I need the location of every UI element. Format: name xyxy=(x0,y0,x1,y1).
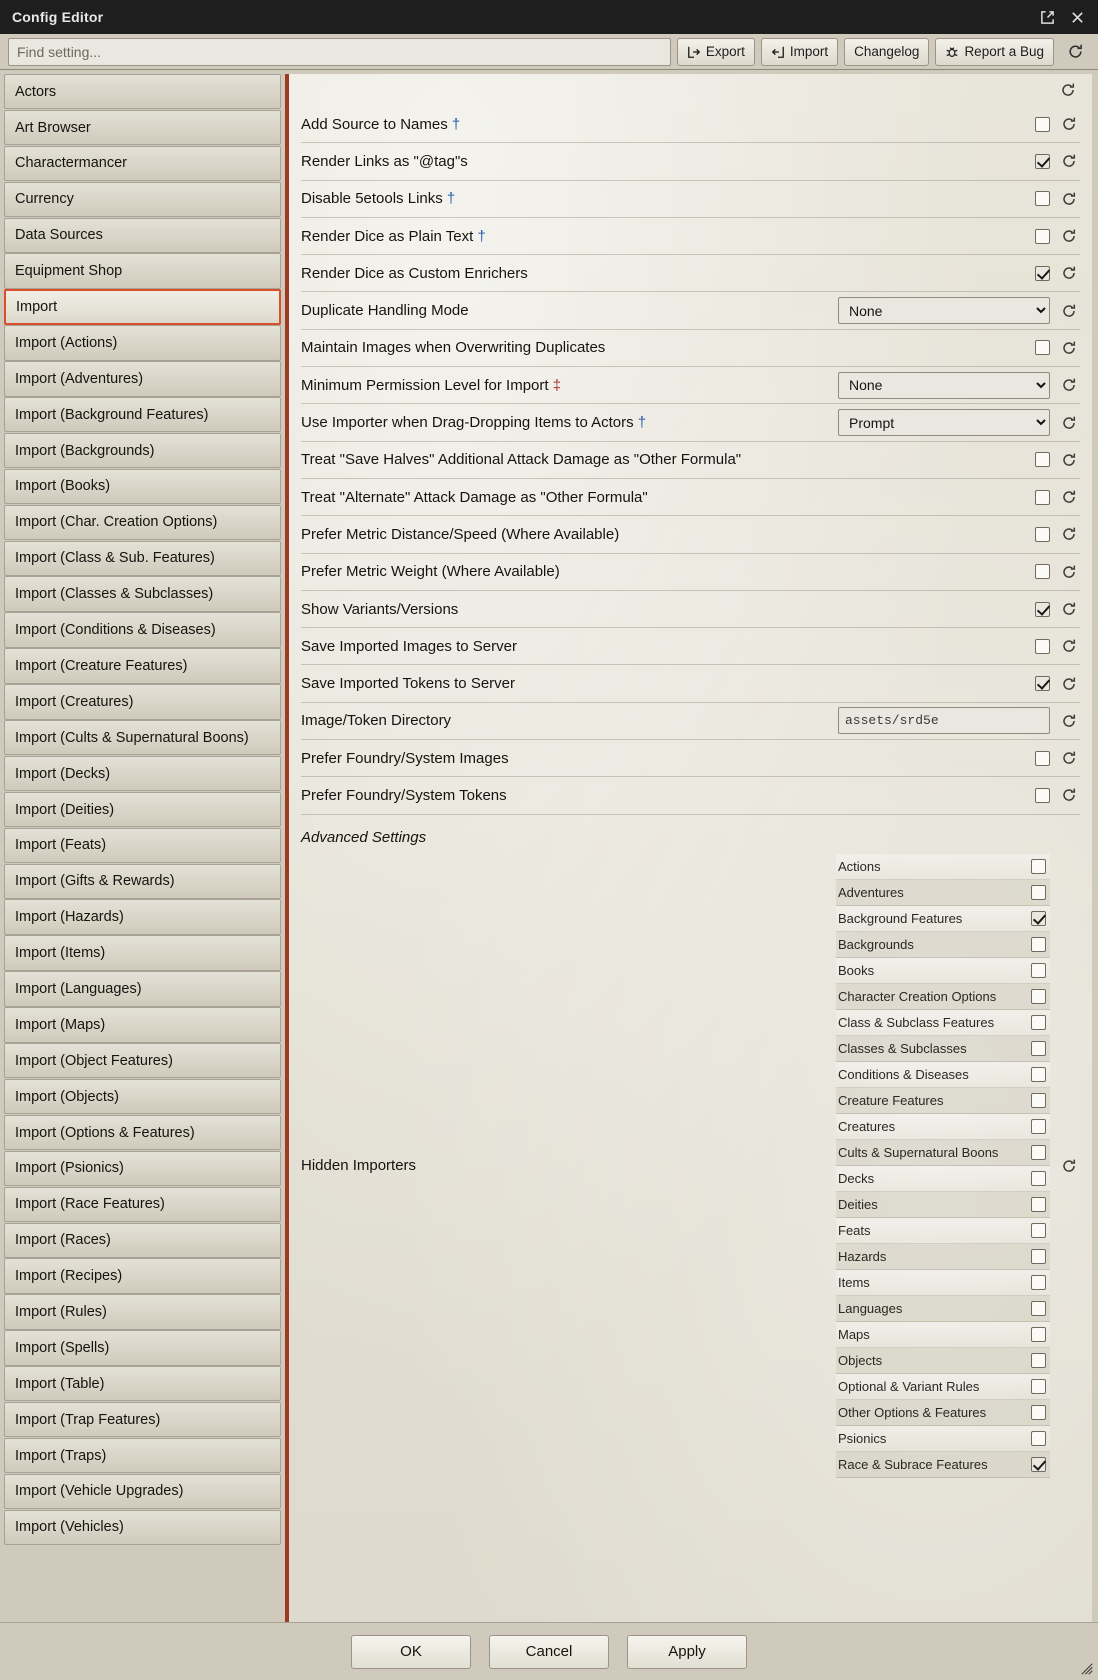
sidebar-item-label: Import (Char. Creation Options) xyxy=(15,514,218,531)
close-icon[interactable] xyxy=(1062,4,1092,30)
setting-label xyxy=(301,228,828,245)
hidden-importer-row[interactable] xyxy=(836,932,1050,958)
hidden-importer-label: Classes & Subclasses xyxy=(838,1040,967,1056)
popout-icon[interactable] xyxy=(1032,4,1062,30)
sidebar-item-import-race-features[interactable] xyxy=(4,1187,281,1222)
sidebar-item-import-actions[interactable] xyxy=(4,325,281,360)
hidden-importer-checkbox[interactable] xyxy=(1031,1353,1046,1368)
sidebar-item-charactermancer[interactable] xyxy=(4,146,281,181)
sidebar-item-label: Import (Deities) xyxy=(15,801,115,818)
hidden-importer-row[interactable] xyxy=(836,984,1050,1010)
sidebar-item-label: Import (Gifts & Rewards) xyxy=(15,873,175,890)
setting-label-text: Render Links as "@tag"s xyxy=(301,152,468,170)
setting-row xyxy=(301,106,1080,143)
ok-button[interactable]: OK xyxy=(351,1635,471,1669)
setting-checkbox[interactable] xyxy=(1035,602,1050,617)
export-button[interactable] xyxy=(677,38,755,66)
setting-label xyxy=(301,265,828,282)
setting-label-text: Add Source to Names xyxy=(301,115,452,133)
sidebar-item-import-decks[interactable] xyxy=(4,756,281,791)
hidden-importer-checkbox[interactable] xyxy=(1031,1301,1046,1316)
toolbar xyxy=(0,34,1098,70)
settings-row-list xyxy=(301,106,1080,815)
hidden-importer-checkbox[interactable] xyxy=(1031,1015,1046,1030)
sidebar-item-label: Import (Class & Sub. Features) xyxy=(15,550,215,567)
cancel-button[interactable]: Cancel xyxy=(489,1635,609,1669)
setting-label xyxy=(301,451,828,468)
hidden-importer-label: Objects xyxy=(838,1352,883,1368)
hidden-importer-row[interactable] xyxy=(836,906,1050,932)
setting-label xyxy=(301,601,828,618)
setting-row xyxy=(301,777,1080,814)
reset-setting-icon[interactable] xyxy=(1059,599,1079,619)
advanced-settings-header: Advanced Settings xyxy=(301,828,427,846)
setting-label-text: Prefer Metric Weight (Where Available) xyxy=(301,563,560,581)
setting-label xyxy=(301,526,828,543)
setting-label xyxy=(301,750,828,767)
hidden-importer-label: Creature Features xyxy=(838,1092,944,1108)
setting-row xyxy=(301,665,1080,702)
hidden-importer-checkbox[interactable] xyxy=(1031,1093,1046,1108)
sidebar-item-import-classes-subclasses[interactable] xyxy=(4,576,281,611)
reset-setting-icon[interactable] xyxy=(1059,636,1079,656)
sidebar-item-import-spells[interactable] xyxy=(4,1330,281,1365)
sidebar-item-import-items[interactable] xyxy=(4,935,281,970)
sidebar-item-label: Import (Feats) xyxy=(15,837,107,854)
reset-setting-icon[interactable] xyxy=(1059,151,1079,171)
import-icon xyxy=(771,45,785,59)
hidden-importers-list[interactable] xyxy=(836,854,1050,1478)
setting-checkbox[interactable] xyxy=(1035,340,1050,355)
sidebar-item-label: Import (Creatures) xyxy=(15,693,134,710)
sidebar-item-label: Import (Maps) xyxy=(15,1016,106,1033)
sidebar-item-label: Import xyxy=(16,299,58,316)
setting-label-text: Duplicate Handling Mode xyxy=(301,302,469,320)
hidden-importer-label: Creatures xyxy=(838,1118,896,1134)
reset-setting-icon[interactable] xyxy=(1059,226,1079,246)
sidebar-item-import-options-features[interactable] xyxy=(4,1115,281,1150)
setting-row xyxy=(301,330,1080,367)
dialog-footer xyxy=(0,1622,1098,1680)
sidebar-item-import-creature-features[interactable] xyxy=(4,648,281,683)
sidebar-item-label: Import (Decks) xyxy=(15,765,111,782)
setting-text-input[interactable] xyxy=(838,707,1050,734)
reset-setting-icon[interactable] xyxy=(1059,785,1079,805)
sidebar-item-label: Import (Spells) xyxy=(15,1339,110,1356)
setting-checkbox[interactable] xyxy=(1035,639,1050,654)
sidebar-item-import-maps[interactable] xyxy=(4,1007,281,1042)
hidden-importer-row[interactable] xyxy=(836,1426,1050,1452)
import-label: Import xyxy=(789,44,829,59)
setting-row xyxy=(301,218,1080,255)
sidebar-item-label: Art Browser xyxy=(15,119,91,136)
setting-label xyxy=(301,787,828,804)
setting-checkbox[interactable] xyxy=(1035,266,1050,281)
window-title: Config Editor xyxy=(12,9,104,25)
reset-setting-icon[interactable] xyxy=(1059,338,1079,358)
setting-label xyxy=(301,414,828,431)
hidden-importer-checkbox[interactable] xyxy=(1031,1041,1046,1056)
setting-label xyxy=(301,712,828,729)
sidebar-item-label: Import (Psionics) xyxy=(15,1160,124,1177)
hidden-importer-label: Character Creation Options xyxy=(838,988,997,1004)
sidebar-item-import-hazards[interactable] xyxy=(4,899,281,934)
hidden-importer-label: Actions xyxy=(838,858,881,874)
hidden-importer-row[interactable] xyxy=(836,1218,1050,1244)
sidebar-item-label: Import (Classes & Subclasses) xyxy=(15,586,214,603)
hidden-importer-label: Backgrounds xyxy=(838,936,914,952)
hidden-importer-checkbox[interactable] xyxy=(1031,1197,1046,1212)
setting-label xyxy=(301,675,828,692)
setting-row xyxy=(301,255,1080,292)
report-bug-button[interactable] xyxy=(935,38,1054,66)
search-input[interactable] xyxy=(8,38,671,66)
hidden-importer-row[interactable] xyxy=(836,880,1050,906)
hidden-importer-label: Psionics xyxy=(838,1430,887,1446)
reset-setting-icon[interactable] xyxy=(1059,375,1079,395)
setting-checkbox[interactable] xyxy=(1035,751,1050,766)
hidden-importer-label: Hazards xyxy=(838,1248,887,1264)
hidden-importer-row[interactable] xyxy=(836,1348,1050,1374)
hidden-importer-row[interactable] xyxy=(836,1374,1050,1400)
sidebar-item-label: Import (Table) xyxy=(15,1375,105,1392)
sidebar-item-import[interactable] xyxy=(4,289,281,324)
hidden-importer-row[interactable] xyxy=(836,854,1050,880)
setting-checkbox[interactable] xyxy=(1035,229,1050,244)
hidden-importer-label: Conditions & Diseases xyxy=(838,1066,969,1082)
sidebar-item-label: Currency xyxy=(15,191,74,208)
reset-setting-icon[interactable] xyxy=(1059,450,1079,470)
setting-row xyxy=(301,292,1080,329)
changelog-label: Changelog xyxy=(854,44,920,59)
hidden-importers-label: Hidden Importers xyxy=(301,1157,417,1175)
hidden-importer-row[interactable] xyxy=(836,1088,1050,1114)
hidden-importer-row[interactable] xyxy=(836,1062,1050,1088)
setting-label-text: Maintain Images when Overwriting Duplicates xyxy=(301,339,606,357)
setting-row xyxy=(301,143,1080,180)
setting-row xyxy=(301,181,1080,218)
hidden-importer-checkbox[interactable] xyxy=(1031,937,1046,952)
sidebar-item-import-recipes[interactable] xyxy=(4,1258,281,1293)
setting-row xyxy=(301,740,1080,777)
hidden-importer-label: Maps xyxy=(838,1326,870,1342)
export-label: Export xyxy=(705,44,745,59)
sidebar-item-label: Import (Cults & Supernatural Boons) xyxy=(15,729,249,746)
hidden-importer-row[interactable] xyxy=(836,1166,1050,1192)
reset-setting-icon[interactable] xyxy=(1059,114,1079,134)
setting-row xyxy=(301,591,1080,628)
hidden-importer-checkbox[interactable] xyxy=(1031,911,1046,926)
hidden-importer-label: Class & Subclass Features xyxy=(838,1014,995,1030)
sidebar-item-import-objects[interactable] xyxy=(4,1079,281,1114)
hidden-importer-row[interactable] xyxy=(836,1140,1050,1166)
hidden-importer-row[interactable] xyxy=(836,958,1050,984)
hidden-importer-row[interactable] xyxy=(836,1244,1050,1270)
hidden-importer-label: Languages xyxy=(838,1300,903,1316)
setting-marker: † xyxy=(477,227,486,245)
sidebar-item-label: Import (Vehicle Upgrades) xyxy=(15,1483,184,1500)
hidden-importer-checkbox[interactable] xyxy=(1031,1067,1046,1082)
hidden-importer-checkbox[interactable] xyxy=(1031,1119,1046,1134)
sidebar-item-label: Import (Languages) xyxy=(15,980,142,997)
hidden-importer-checkbox[interactable] xyxy=(1031,963,1046,978)
setting-label-text: Render Dice as Custom Enrichers xyxy=(301,264,528,282)
sidebar-item-label: Equipment Shop xyxy=(15,263,123,280)
setting-label-text: Image/Token Directory xyxy=(301,712,452,730)
hidden-importer-label: Cults & Supernatural Boons xyxy=(838,1144,999,1160)
reset-setting-icon[interactable] xyxy=(1059,487,1079,507)
hidden-importer-row[interactable] xyxy=(836,1322,1050,1348)
setting-row xyxy=(301,516,1080,553)
hidden-importer-row[interactable] xyxy=(836,1114,1050,1140)
sidebar-item-import-rules[interactable] xyxy=(4,1294,281,1329)
apply-button[interactable]: Apply xyxy=(627,1635,747,1669)
hidden-importer-checkbox[interactable] xyxy=(1031,885,1046,900)
hidden-importer-checkbox[interactable] xyxy=(1031,1405,1046,1420)
setting-label xyxy=(301,377,828,394)
setting-select[interactable] xyxy=(838,297,1050,324)
sidebar-item-import-cults-supernatural-boons[interactable] xyxy=(4,720,281,755)
hidden-importer-checkbox[interactable] xyxy=(1031,989,1046,1004)
hidden-importer-label: Other Options & Features xyxy=(838,1404,987,1420)
sidebar-item-label: Import (Races) xyxy=(15,1232,111,1249)
changelog-button[interactable] xyxy=(844,38,929,66)
hidden-importer-checkbox[interactable] xyxy=(1031,1275,1046,1290)
setting-select[interactable] xyxy=(838,372,1050,399)
setting-label xyxy=(301,116,828,133)
setting-row xyxy=(301,703,1080,740)
sidebar-item-import-conditions-diseases[interactable] xyxy=(4,612,281,647)
setting-row xyxy=(301,442,1080,479)
setting-label-text: Save Imported Images to Server xyxy=(301,637,517,655)
hidden-importer-label: Background Features xyxy=(838,910,963,926)
setting-checkbox[interactable] xyxy=(1035,527,1050,542)
setting-label-text: Treat "Alternate" Attack Damage as "Other Formula" xyxy=(301,488,648,506)
reset-setting-icon[interactable] xyxy=(1059,524,1079,544)
setting-label xyxy=(301,190,828,207)
settings-panel xyxy=(285,74,1092,1622)
reset-setting-icon[interactable] xyxy=(1059,562,1079,582)
setting-checkbox[interactable] xyxy=(1035,676,1050,691)
sidebar-item-art-browser[interactable] xyxy=(4,110,281,145)
hidden-importer-label: Books xyxy=(838,962,875,978)
sidebar-item-import-backgrounds[interactable] xyxy=(4,433,281,468)
sidebar-item-label: Import (Race Features) xyxy=(15,1196,165,1213)
setting-checkbox[interactable] xyxy=(1035,191,1050,206)
sidebar-item-import-vehicles[interactable] xyxy=(4,1510,281,1545)
sidebar-item-import-char-creation-options[interactable] xyxy=(4,505,281,540)
sidebar-item-import-feats[interactable] xyxy=(4,828,281,863)
report-bug-label: Report a Bug xyxy=(964,44,1044,59)
sidebar-item-label: Import (Backgrounds) xyxy=(15,442,155,459)
sidebar-item-label: Import (Books) xyxy=(15,478,111,495)
setting-label-text: Show Variants/Versions xyxy=(301,600,459,618)
setting-checkbox[interactable] xyxy=(1035,490,1050,505)
sidebar-item-import-adventures[interactable] xyxy=(4,361,281,396)
setting-label-text: Minimum Permission Level for Import xyxy=(301,376,553,394)
hidden-importer-label: Deities xyxy=(838,1196,878,1212)
hidden-importer-label: Decks xyxy=(838,1170,875,1186)
sidebar-item-import-class-sub-features[interactable] xyxy=(4,541,281,576)
hidden-importer-checkbox[interactable] xyxy=(1031,1379,1046,1394)
hidden-importer-label: Race & Subrace Features xyxy=(838,1456,988,1472)
reset-section-icon[interactable] xyxy=(1058,80,1078,100)
setting-checkbox[interactable] xyxy=(1035,788,1050,803)
setting-label xyxy=(301,302,828,319)
sidebar-item-import-background-features[interactable] xyxy=(4,397,281,432)
hidden-importer-checkbox[interactable] xyxy=(1031,1431,1046,1446)
sidebar-item-label: Import (Vehicles) xyxy=(15,1519,124,1536)
reset-all-icon[interactable] xyxy=(1060,38,1090,66)
reset-setting-icon[interactable] xyxy=(1059,263,1079,283)
sidebar-item-import-creatures[interactable] xyxy=(4,684,281,719)
sidebar-item-label: Import (Adventures) xyxy=(15,370,144,387)
sidebar-item-label: Import (Creature Features) xyxy=(15,657,188,674)
export-icon xyxy=(687,45,701,59)
resize-grip[interactable] xyxy=(1080,1662,1096,1678)
settings-sidebar[interactable] xyxy=(0,70,281,1622)
setting-checkbox[interactable] xyxy=(1035,117,1050,132)
reset-setting-icon[interactable] xyxy=(1059,413,1079,433)
setting-checkbox[interactable] xyxy=(1035,564,1050,579)
setting-row xyxy=(301,404,1080,441)
sidebar-item-equipment-shop[interactable] xyxy=(4,253,281,288)
sidebar-item-label: Import (Hazards) xyxy=(15,909,124,926)
hidden-importer-checkbox[interactable] xyxy=(1031,859,1046,874)
hidden-importer-checkbox[interactable] xyxy=(1031,1223,1046,1238)
setting-select[interactable] xyxy=(838,409,1050,436)
sidebar-item-import-languages[interactable] xyxy=(4,971,281,1006)
sidebar-item-label: Import (Options & Features) xyxy=(15,1124,195,1141)
setting-label xyxy=(301,563,828,580)
setting-label xyxy=(301,638,828,655)
hidden-importer-label: Adventures xyxy=(838,884,904,900)
window-titlebar xyxy=(0,0,1098,34)
hidden-importer-row[interactable] xyxy=(836,1010,1050,1036)
hidden-importer-label: Feats xyxy=(838,1222,871,1238)
sidebar-item-import-object-features[interactable] xyxy=(4,1043,281,1078)
hidden-importer-row[interactable] xyxy=(836,1036,1050,1062)
hidden-importer-label: Items xyxy=(838,1274,870,1290)
setting-label-text: Use Importer when Drag-Dropping Items to Actors xyxy=(301,414,638,432)
sidebar-item-import-books[interactable] xyxy=(4,469,281,504)
sidebar-item-label: Import (Conditions & Diseases) xyxy=(15,622,216,639)
setting-row xyxy=(301,628,1080,665)
hidden-importer-checkbox[interactable] xyxy=(1031,1145,1046,1160)
sidebar-item-currency[interactable] xyxy=(4,182,281,217)
sidebar-item-import-gifts-rewards[interactable] xyxy=(4,864,281,899)
sidebar-item-import-vehicle-upgrades[interactable] xyxy=(4,1474,281,1509)
setting-label xyxy=(301,339,828,356)
setting-label-text: Disable 5etools Links xyxy=(301,190,447,208)
sidebar-item-data-sources[interactable] xyxy=(4,218,281,253)
setting-row xyxy=(301,554,1080,591)
setting-label-text: Prefer Foundry/System Tokens xyxy=(301,786,507,804)
reset-setting-icon[interactable] xyxy=(1059,748,1079,768)
sidebar-item-label: Import (Rules) xyxy=(15,1303,107,1320)
setting-label-text: Prefer Metric Distance/Speed (Where Available) xyxy=(301,525,620,543)
window-body xyxy=(0,70,1098,1622)
setting-row xyxy=(301,479,1080,516)
hidden-importer-checkbox[interactable] xyxy=(1031,1457,1046,1472)
hidden-importer-label: Optional & Variant Rules xyxy=(838,1378,980,1394)
setting-checkbox[interactable] xyxy=(1035,452,1050,467)
reset-hidden-importers-icon[interactable] xyxy=(1059,1156,1079,1176)
setting-label-text: Render Dice as Plain Text xyxy=(301,227,478,245)
sidebar-item-label: Import (Trap Features) xyxy=(15,1411,161,1428)
hidden-importer-checkbox[interactable] xyxy=(1031,1249,1046,1264)
sidebar-item-label: Import (Recipes) xyxy=(15,1268,123,1285)
hidden-importer-row[interactable] xyxy=(836,1296,1050,1322)
sidebar-item-label: Import (Objects) xyxy=(15,1088,119,1105)
sidebar-item-label: Import (Items) xyxy=(15,945,106,962)
reset-setting-icon[interactable] xyxy=(1059,301,1079,321)
reset-setting-icon[interactable] xyxy=(1059,711,1079,731)
sidebar-item-import-races[interactable] xyxy=(4,1223,281,1258)
hidden-importer-checkbox[interactable] xyxy=(1031,1327,1046,1342)
setting-marker: ‡ xyxy=(552,376,562,394)
setting-marker: † xyxy=(637,414,647,432)
sidebar-item-label: Data Sources xyxy=(15,227,103,244)
setting-marker: † xyxy=(451,115,461,133)
reset-setting-icon[interactable] xyxy=(1059,189,1079,209)
sidebar-item-label: Import (Actions) xyxy=(15,334,118,351)
reset-setting-icon[interactable] xyxy=(1059,674,1079,694)
sidebar-item-import-trap-features[interactable] xyxy=(4,1402,281,1437)
setting-label-text: Treat "Save Halves" Additional Attack Damage as "Other Formula" xyxy=(301,451,742,469)
import-button[interactable] xyxy=(761,38,838,66)
sidebar-item-label: Import (Background Features) xyxy=(15,406,209,423)
sidebar-item-actors[interactable] xyxy=(4,74,281,109)
setting-marker: † xyxy=(446,190,456,208)
hidden-importer-row[interactable] xyxy=(836,1400,1050,1426)
hidden-importer-row[interactable] xyxy=(836,1270,1050,1296)
hidden-importers-setting xyxy=(301,854,1080,1478)
sidebar-item-label: Actors xyxy=(15,83,57,100)
setting-label-text: Prefer Foundry/System Images xyxy=(301,749,509,767)
sidebar-item-label: Import (Object Features) xyxy=(15,1052,173,1069)
setting-label xyxy=(301,489,828,506)
setting-label xyxy=(301,153,828,170)
hidden-importer-row[interactable] xyxy=(836,1192,1050,1218)
bug-icon xyxy=(945,45,959,59)
sidebar-item-import-deities[interactable] xyxy=(4,792,281,827)
hidden-importer-row[interactable] xyxy=(836,1452,1050,1478)
sidebar-item-import-traps[interactable] xyxy=(4,1438,281,1473)
setting-label-text: Save Imported Tokens to Server xyxy=(301,675,515,693)
setting-checkbox[interactable] xyxy=(1035,154,1050,169)
sidebar-item-label: Import (Traps) xyxy=(15,1447,107,1464)
sidebar-item-label: Charactermancer xyxy=(15,155,128,172)
hidden-importer-checkbox[interactable] xyxy=(1031,1171,1046,1186)
setting-row xyxy=(301,367,1080,404)
sidebar-item-import-table[interactable] xyxy=(4,1366,281,1401)
sidebar-item-import-psionics[interactable] xyxy=(4,1151,281,1186)
